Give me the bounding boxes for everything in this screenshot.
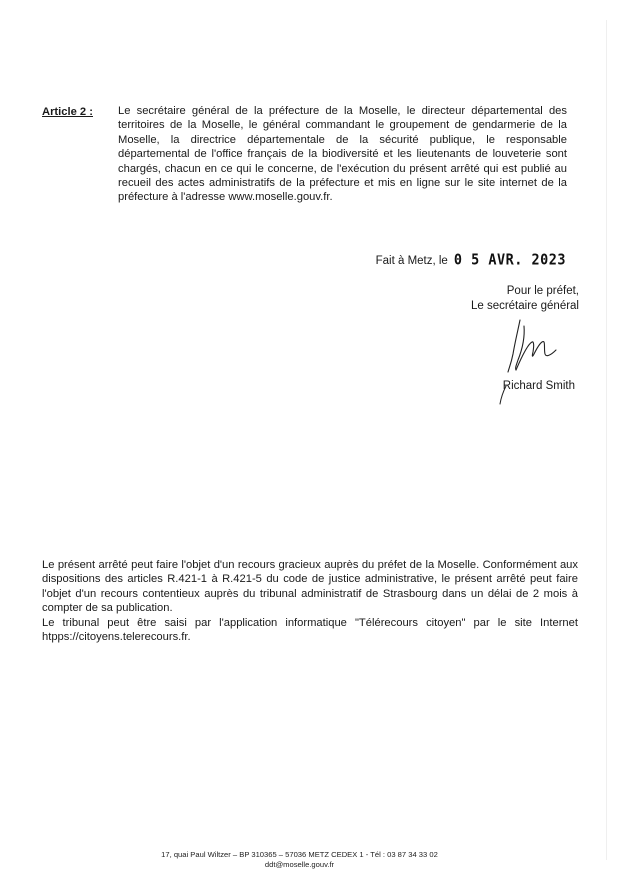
- article-body: Le secrétaire général de la préfecture de la Moselle, le directeur départemental des territoires de la Moselle, le général commandant le groupement de gendarmerie de la Moselle, la directrice départementale de la sécurité publique, le responsable départemental de l'office français de la biodiversité et les lieutenants de louveterie sont chargés, chacun en ce qui le concerne, de l'exécution du présent arrêté qui est publié au recueil des actes administratifs de la préfecture et mis en ligne sur le site internet de la préfecture à l'adresse www.moselle.gouv.fr.: [118, 105, 567, 204]
- page-edge-line: [606, 20, 607, 860]
- signatory-line-1: Pour le préfet,: [506, 285, 579, 297]
- signatory-block: [471, 284, 579, 314]
- place-prefix: Fait à Metz, le: [375, 255, 448, 267]
- handwritten-signature: [498, 316, 570, 406]
- footer-address: 17, quai Paul Wiltzer – BP 310365 – 57036 METZ CEDEX 1 - Tél : 03 87 34 33 02: [161, 850, 438, 859]
- page-footer: [0, 850, 623, 870]
- recours-notice: [42, 558, 578, 644]
- signer-name: Richard Smith: [502, 380, 575, 392]
- article-label: Article 2 :: [42, 106, 93, 118]
- recours-paragraph-2: Le tribunal peut être saisi par l'application informatique "Télérecours citoyen" par le site Internet htpps://citoyens.telerecours.fr.: [42, 616, 578, 644]
- place-date-line: [376, 252, 566, 268]
- signatory-line-2: Le secrétaire général: [470, 300, 579, 312]
- date-stamp: 0 5 AVR. 2023: [453, 251, 566, 269]
- recours-paragraph-1: Le présent arrêté peut faire l'objet d'un recours gracieux auprès du préfet de la Moselle. Conformément aux dispositions des articles R.421-1 à R.421-5 du code de justice administrative, le présent arrêté peut faire l'objet d'un recours contentieux auprès du tribunal administratif de Strasbourg dans un délai de 2 mois à compter de sa publication.: [42, 559, 578, 615]
- footer-email: ddt@moselle.gouv.fr: [264, 860, 335, 869]
